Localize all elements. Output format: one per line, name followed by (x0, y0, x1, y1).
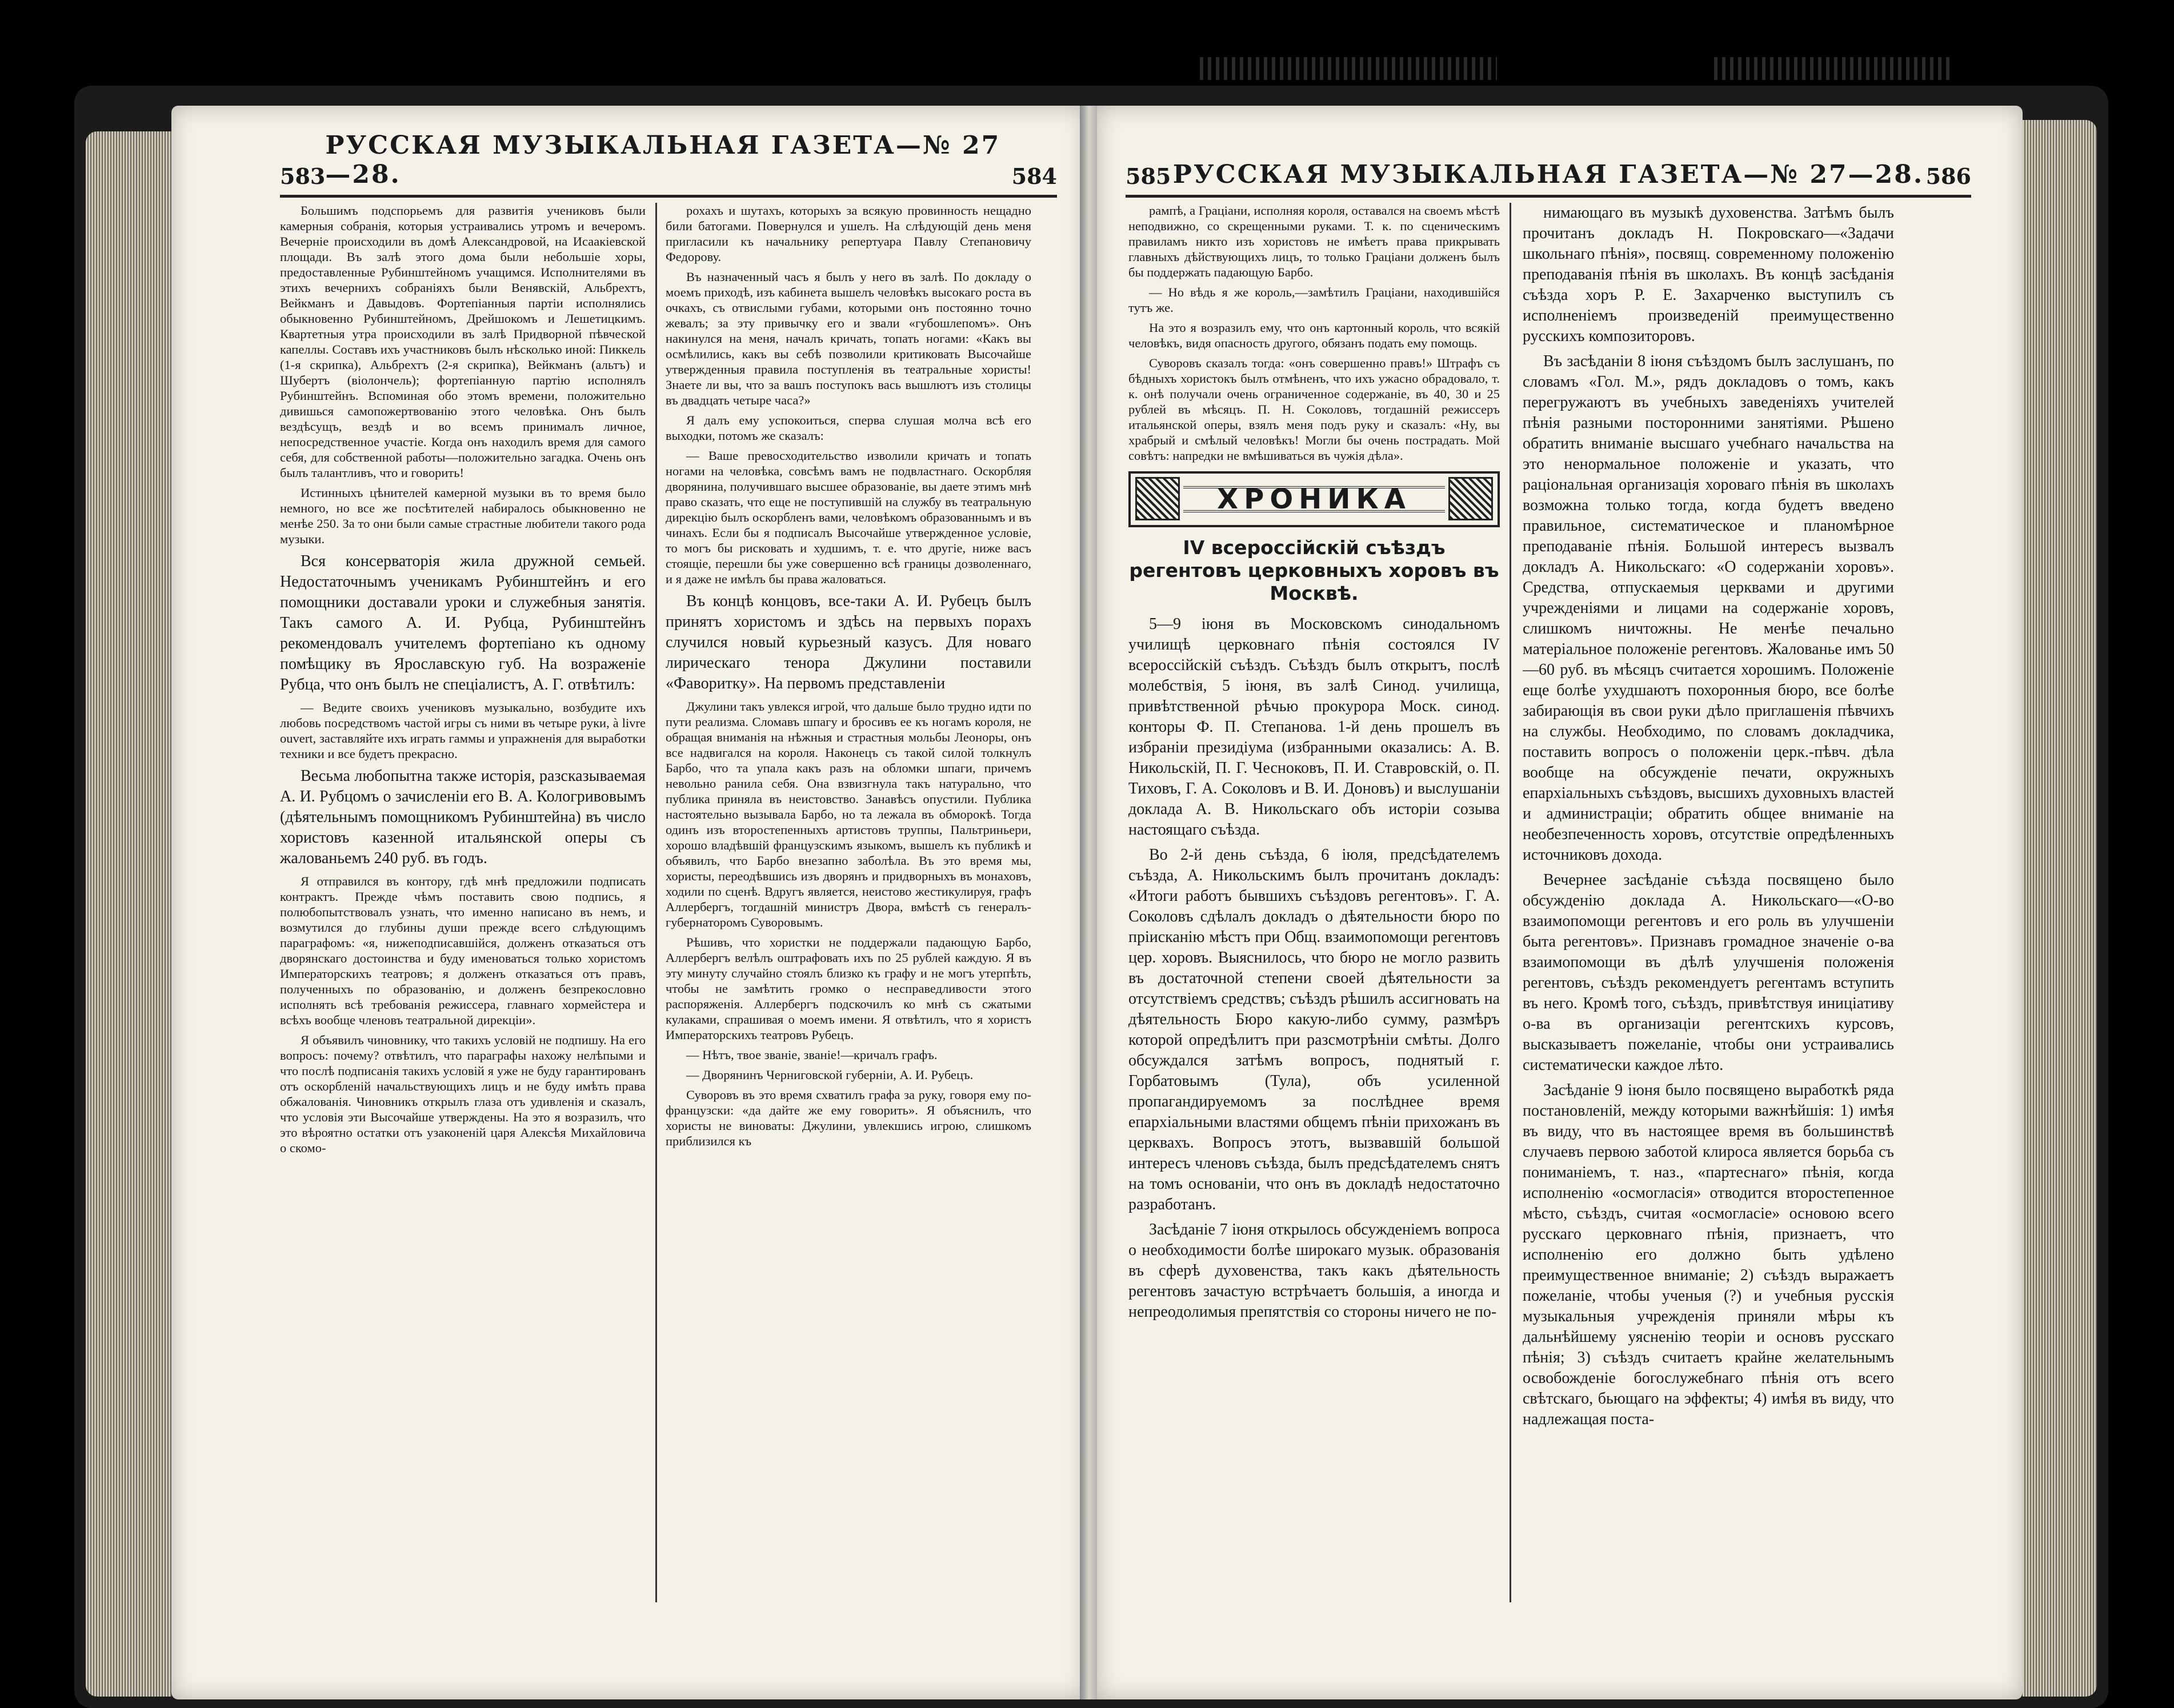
ornament-icon (1448, 477, 1493, 520)
paragraph: Вся консерваторія жила дружной семьей. Недостаточнымъ ученикамъ Рубинштейнъ и его помощники доставали уроки и служебныя занятія. Такъ самого А. И. Рубца, Рубинштейнъ рекомендовалъ учителемъ фортепіано къ одному помѣщику въ Ярославскую губ. На возраженіе Рубца, что онъ былъ не спеціалистъ, А. Г. отвѣтилъ: (280, 552, 646, 693)
paragraph: нимающаго въ музыкѣ духовенства. Затѣмъ былъ прочитанъ докладъ Н. Покровскаго—«Задачи школьнаго пѣнія», посвящ. современному положенію преподаванія пѣнія въ школахъ. Въ концѣ засѣданія съѣзда хоръ Р. Е. Захарченко выступилъ съ исполненіемъ произведеній преимущественно русскихъ композиторовъ. (1523, 204, 1894, 345)
chronicle-banner (1128, 471, 1500, 527)
paragraph: Вечернее засѣданіе съѣзда посвящено было обсужденію доклада А. Никольскаго—«О-во взаимопомощи регентовъ и его роль въ улучшеніи быта регентовъ». Признавъ громадное значеніе о-ва взаимопомощи въ дѣлѣ улучшенія положенія регентовъ, съѣздъ рекомендуетъ регентамъ вступить въ него. Кромѣ того, съѣздъ, привѣтствуя иниціативу о-ва въ организаціи регентскихъ курсовъ, высказываетъ пожеланіе, чтобы они устраивались систематически каждое лѣто. (1523, 871, 1894, 1074)
article-headline: IV всероссійскій съѣздъ регентовъ церковныхъ хоровъ въ Москвѣ. (1129, 536, 1499, 604)
paragraph: Я отправился въ контору, гдѣ мнѣ предложили подписать контрактъ. Прежде чѣмъ поставить свою подпись, я полюбопытствовалъ узнать, что именно написано въ немъ, и возмутился до глубины души прежде всего слѣдующимъ параграфомъ: «я, нижеподписавшійся, долженъ отказаться отъ дворянскаго достоинства и буду именоваться только хористомъ Императорскихъ театровъ; я долженъ отказаться отъ правъ, полученныхъ по образованію, и долженъ безпрекословно исполнять всѣ требованія режиссера, главнаго хормейстера и всѣхъ вообще членовъ театральной дирекціи». (280, 874, 646, 1027)
paragraph: Въ назначенный часъ я былъ у него въ залѣ. По докладу о моемъ приходѣ, изъ кабинета вышелъ человѣкъ высокаго роста въ очкахъ, съ отвислыми губами, которыми онъ постоянно точно жевалъ; за эту привычку его и звали «губошлепомъ». Онъ накинулся на меня, началъ кричать, топать ногами: «Какъ вы осмѣлились, какъ вы себѣ позволили критиковать Высочайше утвержденныя правила поступленія въ театральные хористы! Знаете ли вы, что за вашъ поступокъ вась вышлютъ изъ столицы въ двадцать четыре часа?» (666, 270, 1031, 407)
paragraph: — Ведите своихъ учениковъ музыкально, возбудите ихъ любовь посредствомъ частой игры съ ними въ четыре руки, à livre ouvert, заставляйте ихъ играть гаммы и упражненія для выработки техники и все будетъ прекрасно. (280, 700, 646, 761)
column-rule (1510, 203, 1511, 1602)
scan-noise (1200, 57, 1497, 80)
page-number: 586 (1925, 163, 1971, 189)
paragraph: рампѣ, а Граціани, исполняя короля, оставался на своемъ мѣстѣ неподвижно, со скрещенными руками. Т. к. по сценическимъ правиламъ никто изъ хористовъ не имѣетъ права прикрывать главныхъ дѣйствующихъ лицъ, то только Граціани долженъ былъ бы поддержать падающую Барбо. (1128, 203, 1500, 279)
column-rule (655, 203, 657, 1602)
paragraph: Большимъ подспорьемъ для развитія учениковъ были камерныя собранія, которыя устраивались утромъ и вечеромъ. Вечерніе происходили въ домѣ Александровой, на Исаакіевской площади. Въ залѣ этого дома были небольшіе хоры, предоставленные Рубинштейномъ учащимся. Исполнителями въ этихъ вечернихъ собраніяхъ были Венявскій, Альбрехтъ, Вейкманъ и Давыдовъ. Фортепіанныя партіи исполнялись обыкновенно Рубинштейномъ, Дрейшокомъ и Лешетицкимъ. Квартетныя утра происходили въ залѣ Придворной пѣвческой капеллы. Составъ ихъ участниковъ былъ нѣсколько иной: Пиккель (1-я скрипка), Альбрехтъ (2-я скрипка), Вейкманъ (альтъ) и Шубертъ (віолончель); фортепіанную партію исполнялъ Рубинштейнъ. Вспоминая обо этомъ времени, положительно дивишься самопожертвованію этого человѣка. Онъ былъ вездѣсущъ, вездѣ и во всемъ принималъ личное, непосредственное участіе. Когда онъ находилъ время для самого себя, для собственной работы—положительно загадка. Очень онъ былъ талантливъ, что и говорить! (280, 203, 646, 480)
paragraph: — Нѣтъ, твое званіе, званіе!—кричалъ графъ. (686, 1048, 938, 1062)
page-edges-right (2023, 120, 2097, 1697)
ornament-icon (1135, 477, 1180, 520)
paragraph: — Но вѣдь я же король,—замѣтилъ Граціани, находившійся тутъ же. (1128, 285, 1500, 315)
paragraph: рохахъ и шутахъ, которыхъ за всякую провинность нещадно били батогами. Повернулся и ушелъ. На слѣдующій день меня пригласили къ начальнику репертуара Павлу Степановичу Федорову. (666, 203, 1031, 264)
paragraph: Я далъ ему успокоиться, сперва слушая молча всѣ его выходки, потомъ же сказалъ: (666, 413, 1031, 443)
newspaper-title: РУССКАЯ МУЗЫКАЛЬНАЯ ГАЗЕТА—№ 27—28. (325, 131, 1001, 189)
scan-noise (1714, 57, 1954, 80)
paragraph: На это я возразилъ ему, что онъ картонный король, что всякій человѣкъ, видя опасность другого, обязанъ подать ему помощь. (1128, 320, 1500, 350)
paragraph: Суворовъ въ это время схватилъ графа за руку, говоря ему по-французски: «да дайте же ему говорить». Я объяснилъ, что хористы не виноваты: Джулини, увлекшись игрою, слишкомъ приблизился къ (666, 1088, 1031, 1148)
text-column (280, 203, 646, 1160)
paragraph: Весьма любопытна также исторія, разсказываемая А. И. Рубцомъ о зачисленіи его В. А. Кологривовымъ (дѣятельнымъ помощникомъ Рубинштейна) въ число хористовъ казенной итальянской оперы съ жалованьемъ 240 руб. въ годъ. (280, 767, 646, 867)
paragraph: Въ концѣ концовъ, все-таки А. И. Рубецъ былъ принятъ хористомъ и здѣсь на первыхъ порахъ случился новый курьезный казусъ. Для новаго лирическаго тенора Джулини поставили «Фаворитку». На первомъ представленіи (666, 592, 1031, 692)
page-number: 583 (280, 163, 326, 189)
paragraph: Во 2-й день съѣзда, 6 іюля, предсѣдателемъ съѣзда, А. Никольскимъ былъ прочитанъ докладъ: «Итоги работъ бывшихъ съѣздовъ регентовъ». Г. А. Соколовъ сдѣлалъ докладъ о дѣятельности бюро по пріисканію мѣстъ при Общ. взаимопомощи регентовъ цер. хоровъ. Выяснилось, что бюро не могло развить въ достаточной степени своей дѣятельности за отсутствіемъ средствъ; съѣздъ рѣшилъ ассигновать на дѣятельность Бюро какую-либо сумму, размѣръ которой опредѣлитъ при разсмотрѣніи смѣты. Долго обсуждался затѣмъ вопросъ, поднятый г. Горбатовымъ (Тула), объ усиленной пропагандируемомъ за послѣднее время епархіальными властями общемъ пѣніи прихожанъ въ церквахъ. Вопросъ этотъ, вызвавшій большой интересъ членовъ съѣзда, былъ предсѣдателемъ снятъ на томъ основаніи, что онъ въ докладѣ недостаточно разработанъ. (1128, 846, 1500, 1213)
text-column (666, 203, 1031, 1153)
paragraph: — Ваше превосходительство изволили кричать и топать ногами на человѣка, совсѣмъ вамъ не подвластнаго. Оскорбляя дворянина, получившаго высшее образованіе, вы даете этимъ мнѣ право сказать, что еще не поступившій на службу въ театральную дирекцію былъ оскорбленъ вами, человѣкомъ образованнымъ и въ чинахъ. Если бы я подписалъ Высочайше утвержденное условіе, то могъ бы рисковать и худшимъ, т. е. что другіе, ниже васъ стоящіе, перешли бы уже совершенно всѣ границы дозволеннаго, и я даже не имѣлъ бы права жаловаться. (666, 448, 1031, 586)
newspaper-title: РУССКАЯ МУЗЫКАЛЬНАЯ ГАЗЕТА—№ 27—28. (1172, 160, 1924, 189)
paragraph: Въ засѣданіи 8 іюня съѣздомъ былъ заслушанъ, по словамъ «Гол. М.», рядъ докладовъ о томъ, какъ перегружаютъ въ учебныхъ заведеніяхъ учителей пѣнія разными посторонними занятіями. Рѣшено обратить вниманіе высшаго учебнаго начальства на это ненормальное положеніе и указать, что раціональная организація хороваго пѣнія въ школахъ возможна только тогда, когда будетъ введено правильное, систематическое и планомѣрное преподаваніе пѣнія. Большой интересъ вызвалъ докладъ А. Никольскаго: «О содержаніи хоровъ». Средства, отпускаемыя церквами и другими учрежденіями и лицами на содержаніе хоровъ, слишкомъ ничтожны. Не менѣе печально матеріальное положеніе регентовъ. Жалованье имъ 50—60 руб. въ мѣсяцъ считается хорошимъ. Положеніе еще болѣе ухудшаютъ похоронныя бюро, все болѣе забирающія въ свои руки дѣло приглашенія пѣвчихъ на службы. Необходимо, по словамъ докладчика, поставить вопросъ о положеніи церк.-пѣвч. дѣла вообще на обсужденіе печати, окружныхъ епархіальныхъ съѣздовъ, высшихъ духовныхъ властей и администраціи; обратить общее вниманіе на необезпеченность хоровъ, отсутствіе опредѣленныхъ источниковъ дохода. (1523, 352, 1894, 864)
paragraph: Рѣшивъ, что хористки не поддержали падающую Барбо, Аллербергъ велѣлъ оштрафовать ихъ по 25 рублей каждую. Я въ эту минуту случайно стоялъ близко къ графу и не могъ утерпѣть, чтобы не замѣтить громко о несправедливости этого распоряженія. Аллербергъ подскочилъ ко мнѣ съ сжатыми кулаками, спрашивая о моемъ имени. Я отвѣтилъ, что я хористъ Императорскихъ театровъ Рубецъ. (666, 935, 1031, 1042)
paragraph: Истинныхъ цѣнителей камерной музыки въ то время было немного, но все же посѣтителей набиралось обыкновенно не менѣе 250. За то они были самые страстные любители такого рода музыки. (280, 486, 646, 546)
page-edges-left (86, 131, 171, 1697)
right-page (1097, 106, 2023, 1699)
section-title: ХРОНИКА (1206, 492, 1423, 507)
paragraph: Засѣданіе 9 іюня было посвящено выработкѣ ряда постановленій, между которыми важнѣйшія: 1) имѣя въ виду, что въ настоящее время въ большинствѣ случаевъ первою заботой клироса является борьба съ пониманіемъ, т. наз., «партеснаго» пѣнія, когда исполненію «осмогласія» отводится второстепенное мѣсто, съѣздъ, считая «осмогласіе» основою всего русскаго церковнаго пѣнія, признаетъ, что исполненію его должно быть удѣлено преимущественное вниманіе; 2) съѣздъ выражаетъ пожеланіе, чтобы ученыя (?) и учебныя русскія музыкальныя учрежденія приняли мѣры къ дальнѣйшему уясненію теоріи и основъ русскаго пѣнія; 3) съѣздъ считаетъ крайне желательнымъ освобожденіе богослужебнаго пѣнія отъ всего свѣтскаго, бьющаго на эффекты; 4) имѣя въ виду, что надлежащая поста- (1523, 1081, 1894, 1428)
paragraph: Я объявилъ чиновнику, что такихъ условій не подпишу. На его вопросъ: почему? отвѣтилъ, что параграфы нахожу нелѣпыми и что послѣ подписанія такихъ условій я уже не буду гарантированъ отъ оскорбленій начальствующихъ лицъ и не буду имѣть права обжалованія. Чиновникъ открылъ глаза отъ удивленія и сказалъ, что условія эти Высочайше утверждены. На это я возразилъ, что это вѣроятно остатки отъ узаконеній царя Алексѣя Михайловича о скомо- (280, 1033, 646, 1155)
page-number: 585 (1126, 163, 1171, 189)
paragraph: — Дворянинъ Черниговской губерніи, А. И. Рубецъ. (686, 1068, 974, 1082)
page-header (280, 131, 1057, 198)
text-column (1128, 203, 1500, 1327)
left-page (171, 106, 1086, 1699)
page-header (1126, 138, 1971, 198)
paragraph: Джулини такъ увлекся игрой, что дальше было трудно идти по пути реализма. Сломавъ шпагу и бросивъ ее къ ногамъ короля, не обращая вниманія на нѣжныя и страстныя мольбы Леоноры, онъ все надвигался на короля. Наконецъ съ такой силой толкнулъ Барбо, что та упала какъ разъ на обломки шпаги, причемъ невольно ранила себя. Она взвизгнула такъ натурально, что публика приняла въ неистовство. Занавѣсъ опустили. Публика настоятельно вызывала Барбо, но та лежала въ обморокѣ. Тогда одинъ изъ второстепенныхъ артистовъ труппы, Пальтриньери, хорошо владѣвшій французскимъ языкомъ, вышелъ къ публикѣ и объявилъ, что Барбо внезапно заболѣла. Въ это время мы, хористы, переодѣвшись изъ дворянъ и придворныхъ въ монаховъ, ходили по сценѣ. Вдругъ является, неистово жестикулируя, графъ Аллербергъ, тогдашній министръ Двора, вмѣстѣ съ генералъ-губернаторомъ Суворовымъ. (666, 699, 1031, 929)
paragraph: Суворовъ сказалъ тогда: «онъ совершенно правъ!» Штрафъ съ бѣдныхъ хористокъ былъ отмѣненъ, что ихъ ужасно обрадовало, т. к. онѣ получали очень ограниченное содержаніе, въ 40, 30 и 25 рублей въ мѣсяцъ. П. Н. Соколовъ, тогдашній режиссеръ итальянской оперы, взялъ меня подъ руку и сказалъ: «Ну, вы храбрый и смѣлый человѣкъ! Могли бы очень пострадать. Мой совѣтъ: напредки не вмѣшиваться въ чужія дѣла». (1128, 356, 1500, 463)
paragraph: 5—9 іюня въ Московскомъ синодальномъ училищѣ церковнаго пѣнія состоялся IV всероссійскій съѣздъ. Съѣздъ былъ открытъ, послѣ молебствія, 5 іюня, въ залѣ Синод. училища, привѣтственной рѣчью прокурора Моск. синод. конторы Ф. П. Степанова. 1-й день прошелъ въ избраніи президіума (избранными оказались: А. В. Никольскій, П. Г. Чесноковъ, П. И. Ставровскій, о. П. Тиховъ, Г. А. Соколовъ и В. И. Доновъ) и выслушаніи доклада А. В. Никольскаго объ исторіи созыва настоящаго съѣзда. (1128, 615, 1500, 839)
text-column (1523, 203, 1894, 1434)
paragraph: Засѣданіе 7 іюня открылось обсужденіемъ вопроса о необходимости болѣе широкаго музык. образованія въ сферѣ духовенства, такъ какъ дѣятельность регентовъ зачастую встрѣчаетъ большія, а иногда и непреодолимыя препятствія со стороны ничего не по- (1128, 1221, 1500, 1321)
page-number: 584 (1011, 163, 1057, 189)
